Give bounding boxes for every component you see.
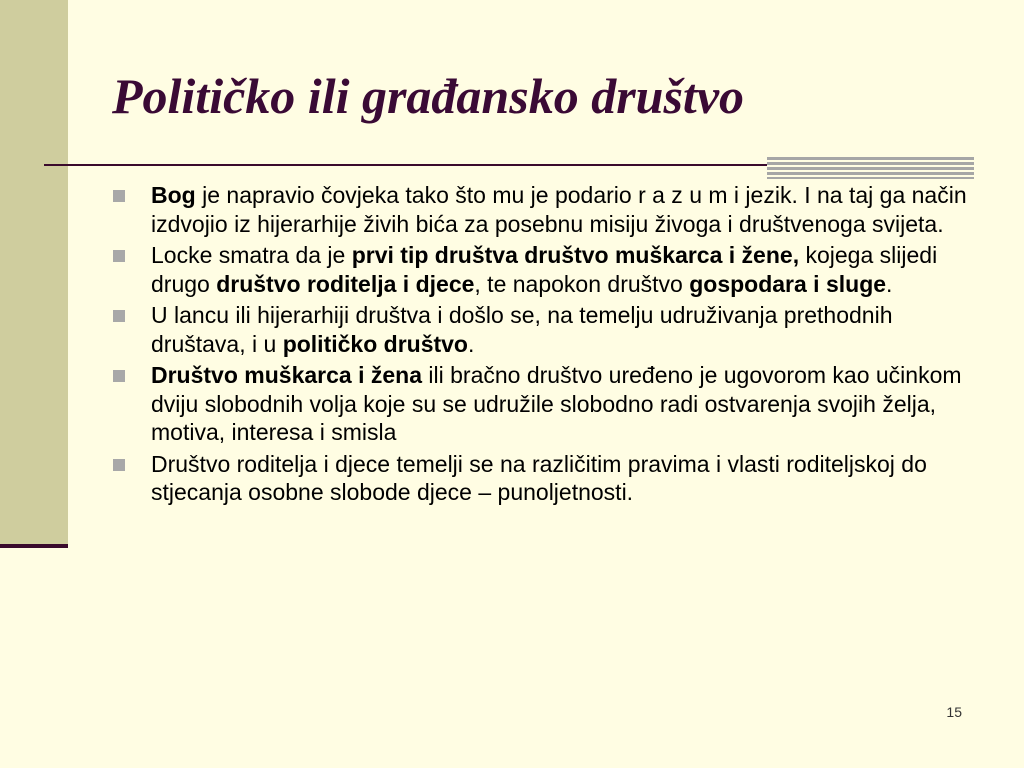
- bullet-text-segment: prvi tip društva društvo muškarca i žene,: [351, 242, 800, 268]
- bullet-text-segment: kojega slijedi drugo: [151, 242, 938, 297]
- square-bullet-icon: [113, 370, 125, 382]
- bullet-text-segment: je napravio čovjeka tako što mu je podario r a z u m i jezik. I na taj ga način izdvojio iz hijerarhije živih bića za posebnu misiju živoga i društvenoga svijeta.: [151, 182, 967, 237]
- bullet-text-segment: Bog: [151, 182, 196, 208]
- bullet-text-segment: U lancu ili hijerarhiji društva i došlo se, na temelju udruživanja prethodnih društava, i u: [151, 302, 893, 357]
- bullet-item: [113, 361, 973, 447]
- bullet-item: [113, 450, 973, 507]
- square-bullet-icon: [113, 190, 125, 202]
- bullet-text-segment: Društvo muškarca i žena: [151, 362, 423, 388]
- bullet-item: [113, 181, 973, 238]
- bullet-text-segment: Locke smatra da je: [151, 242, 352, 268]
- bullet-text-segment: ili bračno društvo uređeno je ugovorom kao učinkom dviju slobodnih volja koje su se udružile slobodno radi ostvarenja svojih želja, motiva, interesa i smisla: [151, 362, 962, 445]
- square-bullet-icon: [113, 250, 125, 262]
- bullet-text-segment: Društvo roditelja i djece temelji se na različitim pravima i vlasti roditeljskoj do stjecanja osobne slobode djece – punoljetnosti.: [151, 450, 927, 505]
- square-bullet-icon: [113, 459, 125, 471]
- bullet-text-segment: gospodara i sluge: [689, 270, 887, 297]
- bullet-text-segment: društvo roditelja i djece: [216, 270, 475, 297]
- left-band-underline: [0, 544, 68, 548]
- bullet-text-segment: , te napokon društvo: [474, 270, 690, 297]
- bullet-item: [113, 301, 973, 358]
- bullet-text-segment: političko društvo: [282, 330, 468, 357]
- square-bullet-icon: [113, 310, 125, 322]
- slide-title: Političko ili građansko društvo: [112, 68, 745, 124]
- bullet-list: [113, 181, 973, 510]
- bullet-text-segment: .: [467, 330, 475, 357]
- page-number: 15: [946, 704, 962, 720]
- title-divider-accent: [767, 157, 974, 179]
- bullet-item: [113, 241, 973, 298]
- left-decorative-band: [0, 0, 68, 545]
- bullet-text-segment: .: [886, 270, 893, 297]
